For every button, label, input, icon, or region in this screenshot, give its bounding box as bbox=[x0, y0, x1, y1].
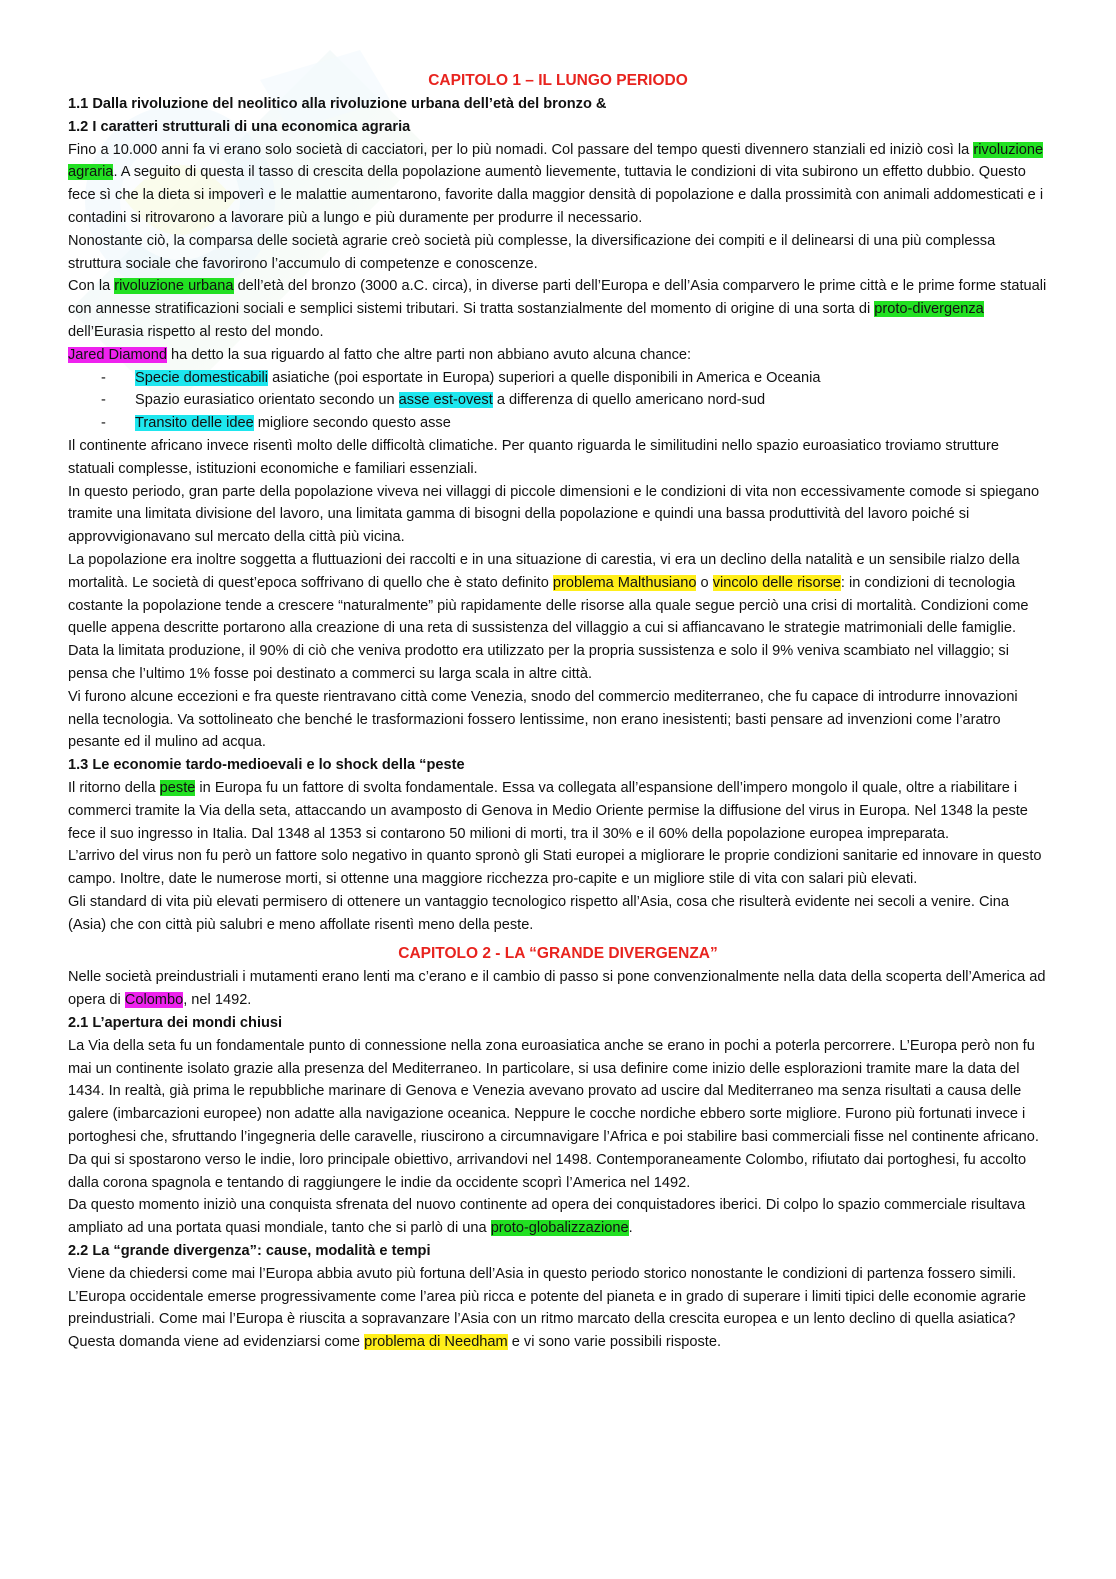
highlight-name: Colombo bbox=[124, 992, 184, 1009]
list-item bbox=[68, 367, 1048, 390]
text: La popolazione era inoltre soggetta a fluttuazioni dei raccolti e in una situazione di carestia, vi era un declino della natalità e un sensibile rialzo della mortalità. Le società di quest’epoca soffrivano di quello che è stato definito bbox=[68, 551, 1020, 591]
paragraph: In questo periodo, gran parte della popolazione viveva nei villaggi di piccole dimensioni e le condizioni di vita non eccessivamente comode si spiegano tramite una limitata divisione del lavoro, una limitata gamma di bisogni della popolazione e quindi una bassa produttività del lavoro poiché si approvvigionavano sul mercato della città più vicina. bbox=[68, 483, 1040, 546]
section-1-3-title: 1.3 Le economie tardo-medioevali e lo shock della “peste bbox=[68, 757, 465, 774]
text: ha detto la sua riguardo al fatto che altre parti non abbiano avuto alcuna chance: bbox=[166, 346, 692, 363]
text: . bbox=[628, 1220, 633, 1237]
paragraph: Data la limitata produzione, il 90% di ciò che veniva prodotto era utilizzato per la propria sussistenza e solo il 9% veniva scambiato nel villaggio; si pensa che l’ultimo 1% fosse poi destinato a commerci su larga scala in altre città. bbox=[68, 643, 1009, 682]
paragraph: L’arrivo del virus non fu però un fattore solo negativo in quanto spronò gli Stati europei a migliorare le proprie condizioni sanitarie ed innovare in questo campo. Inoltre, date le numerose morti, si ottenne una maggiore ricchezza pro-capite e un migliore stile di vita con salari più elevati. bbox=[68, 848, 1042, 888]
paragraph bbox=[68, 777, 1048, 845]
text: Il ritorno della bbox=[68, 779, 160, 796]
list-item bbox=[68, 389, 1048, 412]
list-item bbox=[68, 412, 1048, 435]
highlight-term: Specie domesticabili bbox=[135, 369, 269, 386]
text: . A seguito di questa il tasso di crescita della popolazione aumentò lievemente, tuttavia le condizioni di vita subirono un effetto dubbio. Questo fece sì che la dieta si impoverì e le malattie aumentarono, favorite dalla maggior densità di popolazione e dalla prossimità con animali addomesticati e i contadini si ritrovarono a lavorare più a lungo e più duramente per produrre il necessario. bbox=[68, 164, 1044, 226]
text: , nel 1492. bbox=[183, 992, 252, 1009]
bullet-list bbox=[68, 367, 1048, 435]
highlight-term: rivoluzione urbana bbox=[114, 278, 234, 295]
text: e vi sono varie possibili risposte. bbox=[507, 1334, 722, 1351]
highlight-term: problema di Needham bbox=[364, 1334, 508, 1351]
paragraph bbox=[68, 344, 1048, 367]
bullet-dash: - bbox=[101, 369, 106, 386]
paragraph bbox=[68, 275, 1048, 343]
text: Fino a 10.000 anni fa vi erano solo società di cacciatori, per lo più nomadi. Col passare del tempo questi divennero stanziali ed iniziò così la bbox=[68, 141, 974, 158]
paragraph: Nonostante ciò, la comparsa delle società agrarie creò società più complesse, la diversificazione dei compiti e il delinearsi di una più complessa struttura sociale che favorirono l’accumulo di competenze e conoscenze. bbox=[68, 232, 996, 272]
text: Spazio eurasiatico orientato secondo un bbox=[135, 392, 399, 409]
section-1-2-title: 1.2 I caratteri strutturali di una economica agraria bbox=[68, 118, 411, 135]
highlight-name: Jared Diamond bbox=[68, 346, 167, 363]
chapter2-title: CAPITOLO 2 - LA “GRANDE DIVERGENZA” bbox=[398, 945, 718, 963]
text: a differenza di quello americano nord-sud bbox=[492, 392, 766, 409]
paragraph bbox=[68, 1263, 1048, 1354]
highlight-term: problema Malthusiano bbox=[552, 574, 697, 591]
highlight-term: asse est-ovest bbox=[398, 392, 493, 409]
highlight-term: proto-divergenza bbox=[874, 301, 984, 318]
text: Nelle società preindustriali i mutamenti erano lenti ma c’erano e il cambio di passo si pone convenzionalmente nella data della scoperta dell’America ad opera di bbox=[68, 969, 1046, 1009]
section-2-1-title: 2.1 L’apertura dei mondi chiusi bbox=[68, 1015, 283, 1032]
bullet-dash: - bbox=[101, 415, 106, 432]
paragraph bbox=[68, 139, 1048, 230]
highlight-term: vincolo delle risorse bbox=[712, 574, 841, 591]
paragraph: La Via della seta fu un fondamentale punto di connessione nella zona euroasiatica anche se erano in pochi a poterla percorrere. L’Europa però non fu mai un continente isolato grazie alla presenza del Mediterraneo. In particolare, si usa definire come inizio delle esplorazioni tramite mare la data del 1434. In realtà, già prima le repubbliche marinare di Genova e Venezia avevano provato ad uscire dal Mediterraneo ma senza risultati a causa delle galere (imbarcazioni europee) non adatte alla navigazione oceanica. Neppure le cocche nordiche ebbero sorte migliore. Furono più fortunati invece i portoghesi che, sfruttando l’ingegneria delle caravelle, riuscirono a circumnavigare l’Africa e poi stabilire basi commerciali fisse nel continente africano. Da qui si spostarono verso le indie, loro principale obiettivo, arrivandovi nel 1498. Contemporaneamente Colombo, rifiutato dai portoghesi, fu accolto dalla corona spagnola e tentando di raggiungere le indie da occidente scoprì l’America nel 1492. bbox=[68, 1037, 1039, 1191]
text: Viene da chiedersi come mai l’Europa abbia avuto più fortuna dell’Asia in questo periodo storico nonostante le condizioni di partenza fossero simili. L’Europa occidentale emerse progressivamente come l’area più ricca e potente del pianeta e in grado di superare i limiti tipici delle economie agrarie preindustriali. Come mai l’Europa è riuscita a sopravanzare l’Asia con un ritmo marcato della crescita europea e un lento declino di quella asiatica? Questa domanda viene ad evidenziarsi come bbox=[68, 1265, 1027, 1351]
highlight-term: proto-globalizzazione bbox=[490, 1220, 629, 1237]
section-1-1-title: 1.1 Dalla rivoluzione del neolitico alla rivoluzione urbana dell’età del bronzo & bbox=[68, 96, 607, 112]
text: asiatiche (poi esportate in Europa) superiori a quelle disponibili in America e Oceania bbox=[268, 369, 821, 386]
section-2-2-title: 2.2 La “grande divergenza”: cause, modalità e tempi bbox=[68, 1243, 431, 1260]
text: dell’età del bronzo (3000 a.C. circa), in diverse parti dell’Europa e dell’Asia comparvero le prime città e le prime forme statuali con annesse stratificazioni sociali e semplici sistemi tributari. Si tratta sostanzialmente del momento di origine di una sorta di bbox=[68, 278, 1047, 318]
text: Da questo momento iniziò una conquista sfrenata del nuovo continente ad opera dei conquistadores iberici. Di colpo lo spazio commerciale risultava ampliato ad una portata quasi mondiale, tanto che si parlò di una bbox=[68, 1197, 1026, 1237]
highlight-term: rivoluzione agraria bbox=[68, 141, 1044, 181]
bullet-dash: - bbox=[101, 392, 106, 409]
text: dell’Eurasia rispetto al resto del mondo. bbox=[68, 323, 324, 340]
highlight-term: Transito delle idee bbox=[135, 415, 254, 432]
paragraph bbox=[68, 1194, 1048, 1240]
paragraph: Vi furono alcune eccezioni e fra queste rientravano città come Venezia, snodo del commercio mediterraneo, che fu capace di introdurre innovazioni nella tecnologia. Va sottolineato che benché le trasformazioni fossero lentissime, non erano inesistenti; basti pensare ad invenzioni come l’aratro pesante ed il mulino ad acqua. bbox=[68, 688, 1018, 751]
text: o bbox=[696, 574, 713, 591]
chapter1-title: CAPITOLO 1 – IL LUNGO PERIODO bbox=[428, 72, 688, 89]
text: : in condizioni di tecnologia costante la popolazione tende a crescere “naturalmente” più rapidamente delle risorse alla quale segue perciò una crisi di mortalità. Condizioni come quelle appena descritte portarono alla creazione di una reta di sussistenza del villaggio a cui si affiancavano le strategie matrimoniali delle famiglie. bbox=[68, 574, 1029, 637]
text: Con la bbox=[68, 278, 115, 295]
text: migliore secondo questo asse bbox=[253, 415, 451, 432]
paragraph: Il continente africano invece risentì molto delle difficoltà climatiche. Per quanto riguarda le similitudini nello spazio euroasiatico troviamo strutture statuali complesse, istituzioni economiche e familiari essenziali. bbox=[68, 437, 999, 477]
document-content bbox=[68, 69, 1048, 1354]
paragraph: Gli standard di vita più elevati permisero di ottenere un vantaggio tecnologico rispetto all’Asia, cosa che risulterà evidente nei secoli a venire. Cina (Asia) che con città più salubri e meno affollate risentì meno della peste. bbox=[68, 893, 1010, 933]
highlight-term: peste bbox=[159, 779, 196, 796]
paragraph bbox=[68, 966, 1048, 1012]
paragraph bbox=[68, 549, 1048, 640]
text: in Europa fu un fattore di svolta fondamentale. Essa va collegata all’espansione dell’impero mongolo il quale, oltre a riabilitare i commerci tramite la Via della seta, attaccando un avamposto di Genova in Medio Oriente permise la diffusione del virus in Europa. Nel 1348 la peste fece il suo ingresso in Italia. Dal 1348 al 1353 si contarono 50 milioni di morti, tra il 30% e il 60% della popolazione europea impreparata. bbox=[68, 779, 1028, 842]
